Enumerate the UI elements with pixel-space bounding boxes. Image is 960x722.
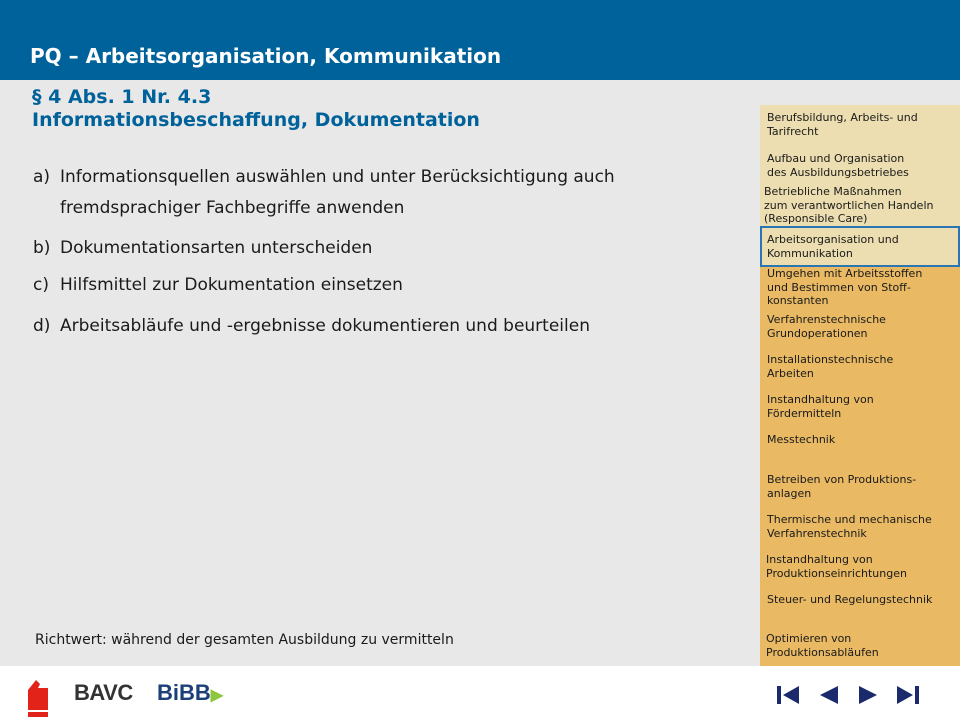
igbce-logo-mark — [24, 676, 52, 718]
list-item-letter: b) — [33, 238, 51, 258]
sidebar-item-installationstechnische-arbeiten[interactable] — [760, 348, 960, 388]
sidebar-item-label-line: (Responsible Care) — [764, 212, 868, 225]
sidebar-item-instandhaltung-foerdermittel[interactable] — [760, 388, 960, 428]
sidebar-item-label — [764, 185, 958, 226]
sidebar-item-label — [767, 353, 958, 380]
sidebar-item-label — [767, 267, 958, 308]
igbce-logo — [24, 676, 52, 718]
sidebar-item-label — [767, 313, 958, 340]
sidebar-item-label-line: Fördermitteln — [767, 406, 842, 420]
sidebar-item-label-line: Produktionsabläufen — [766, 645, 879, 659]
first-page-icon — [775, 682, 801, 708]
next-page-button[interactable] — [855, 682, 881, 708]
sidebar-item-label — [766, 553, 958, 580]
sidebar-item-label — [766, 632, 958, 659]
header-bar — [0, 0, 960, 80]
page-title: PQ – Arbeitsorganisation, Kommunikation — [30, 44, 502, 68]
sidebar-item-optimieren-produktionsablaeufe[interactable] — [760, 628, 960, 666]
list-item-text: Dokumentationsarten unterscheiden — [60, 238, 373, 258]
list-item-text: Hilfsmittel zur Dokumentation einsetzen — [60, 275, 403, 295]
sidebar-item-label — [767, 111, 958, 138]
sidebar-item-steuer-regelungstechnik[interactable] — [760, 588, 960, 628]
sidebar-item-berufsbildung[interactable] — [760, 105, 960, 145]
sidebar-item-betriebliche-massnahmen[interactable] — [760, 185, 960, 226]
list-item-text: Arbeitsabläufe und -ergebnisse dokumentieren und beurteilen — [60, 316, 590, 336]
section-heading-title: Informationsbeschaffung, Dokumentation — [32, 109, 480, 131]
sidebar-item-arbeitsstoffe[interactable] — [760, 267, 960, 308]
list-item-letter: d) — [33, 316, 51, 336]
list-item-letter: c) — [33, 275, 49, 295]
sidebar-item-instandhaltung-produktionseinrichtungen[interactable] — [760, 548, 960, 588]
sidebar-item-label-line: Produktionseinrichtungen — [766, 566, 907, 580]
sidebar-item-label-line: Berufsbildung, Arbeits- und — [767, 111, 918, 124]
sidebar-item-messtechnik[interactable] — [760, 428, 960, 468]
sidebar-item-label-line: Steuer- und Regelungstechnik — [767, 593, 933, 606]
sidebar-item-label-line: Messtechnik — [767, 433, 836, 446]
last-page-button[interactable] — [895, 682, 921, 708]
sidebar-item-label-line: Aufbau und Organisation — [767, 152, 905, 165]
sidebar-item-label-line: Grundoperationen — [767, 326, 868, 340]
list-item-text: Informationsquellen auswählen und unter Berücksichtigung auch fremdsprachiger Fachbegriffe anwenden — [60, 167, 615, 218]
next-page-icon — [855, 682, 881, 708]
guideline-note: Richtwert: während der gesamten Ausbildung zu vermitteln — [35, 632, 454, 648]
sidebar-item-label-line: und Bestimmen von Stoff- — [767, 280, 911, 294]
sidebar-item-label-line: Arbeiten — [767, 366, 814, 380]
sidebar-item-label-line: Installationstechnische — [767, 353, 894, 366]
sidebar-item-label-line: zum verantwortlichen Handeln — [764, 198, 934, 212]
last-page-icon — [895, 682, 921, 708]
sidebar-item-arbeitsorganisation[interactable] — [760, 226, 960, 267]
sidebar-item-label — [767, 393, 958, 420]
sidebar-item-label-line: Umgehen mit Arbeitsstoffen — [767, 267, 923, 280]
bibb-logo-text: BiBB — [157, 680, 211, 705]
sidebar-item-label-line: Arbeitsorganisation und — [767, 233, 899, 246]
section-heading-paragraph: § 4 Abs. 1 Nr. 4.3 — [32, 86, 212, 108]
sidebar-item-label-line: Optimieren von — [766, 632, 852, 645]
sidebar-item-verfahrenstechnische-grundoperationen[interactable] — [760, 308, 960, 348]
sidebar-item-label — [767, 513, 958, 540]
sidebar-item-label-line: Betreiben von Produktions- — [767, 473, 917, 486]
sidebar-nav — [760, 105, 960, 666]
sidebar-item-label — [767, 593, 958, 607]
previous-page-button[interactable] — [816, 682, 842, 708]
sidebar-item-label-line: des Ausbildungsbetriebes — [767, 165, 909, 179]
sidebar-item-label — [767, 473, 958, 500]
previous-page-icon — [816, 682, 842, 708]
sidebar-item-label-line: Verfahrenstechnik — [767, 526, 867, 540]
sidebar-item-label-line: Thermische und mechanische — [767, 513, 932, 526]
bibb-logo — [157, 680, 223, 706]
sidebar-item-label-line: anlagen — [767, 486, 812, 500]
bibb-logo-arrow: ▶ — [210, 687, 224, 704]
sidebar-item-label-line: konstanten — [767, 294, 829, 307]
sidebar-item-label — [767, 233, 956, 260]
sidebar-item-label-line: Kommunikation — [767, 246, 853, 260]
sidebar-item-label-line: Tarifrecht — [767, 124, 819, 138]
sidebar-item-label — [767, 152, 958, 179]
sidebar-item-thermische-verfahrenstechnik[interactable] — [760, 508, 960, 548]
bavc-logo — [74, 680, 133, 706]
sidebar-item-label — [767, 433, 958, 447]
sidebar-item-label-line: Instandhaltung von — [766, 553, 873, 566]
section-heading — [32, 86, 480, 132]
sidebar-item-label-line: Instandhaltung von — [767, 393, 874, 406]
first-page-button[interactable] — [775, 682, 801, 708]
sidebar-item-label-line: Betriebliche Maßnahmen — [764, 185, 902, 198]
sidebar-item-label-line: Verfahrenstechnische — [767, 313, 886, 326]
list-item-letter: a) — [33, 167, 51, 187]
sidebar-item-betreiben-produktionsanlagen[interactable] — [760, 468, 960, 508]
bavc-logo-text: BAVC — [74, 680, 133, 705]
sidebar-item-aufbau[interactable] — [760, 145, 960, 185]
